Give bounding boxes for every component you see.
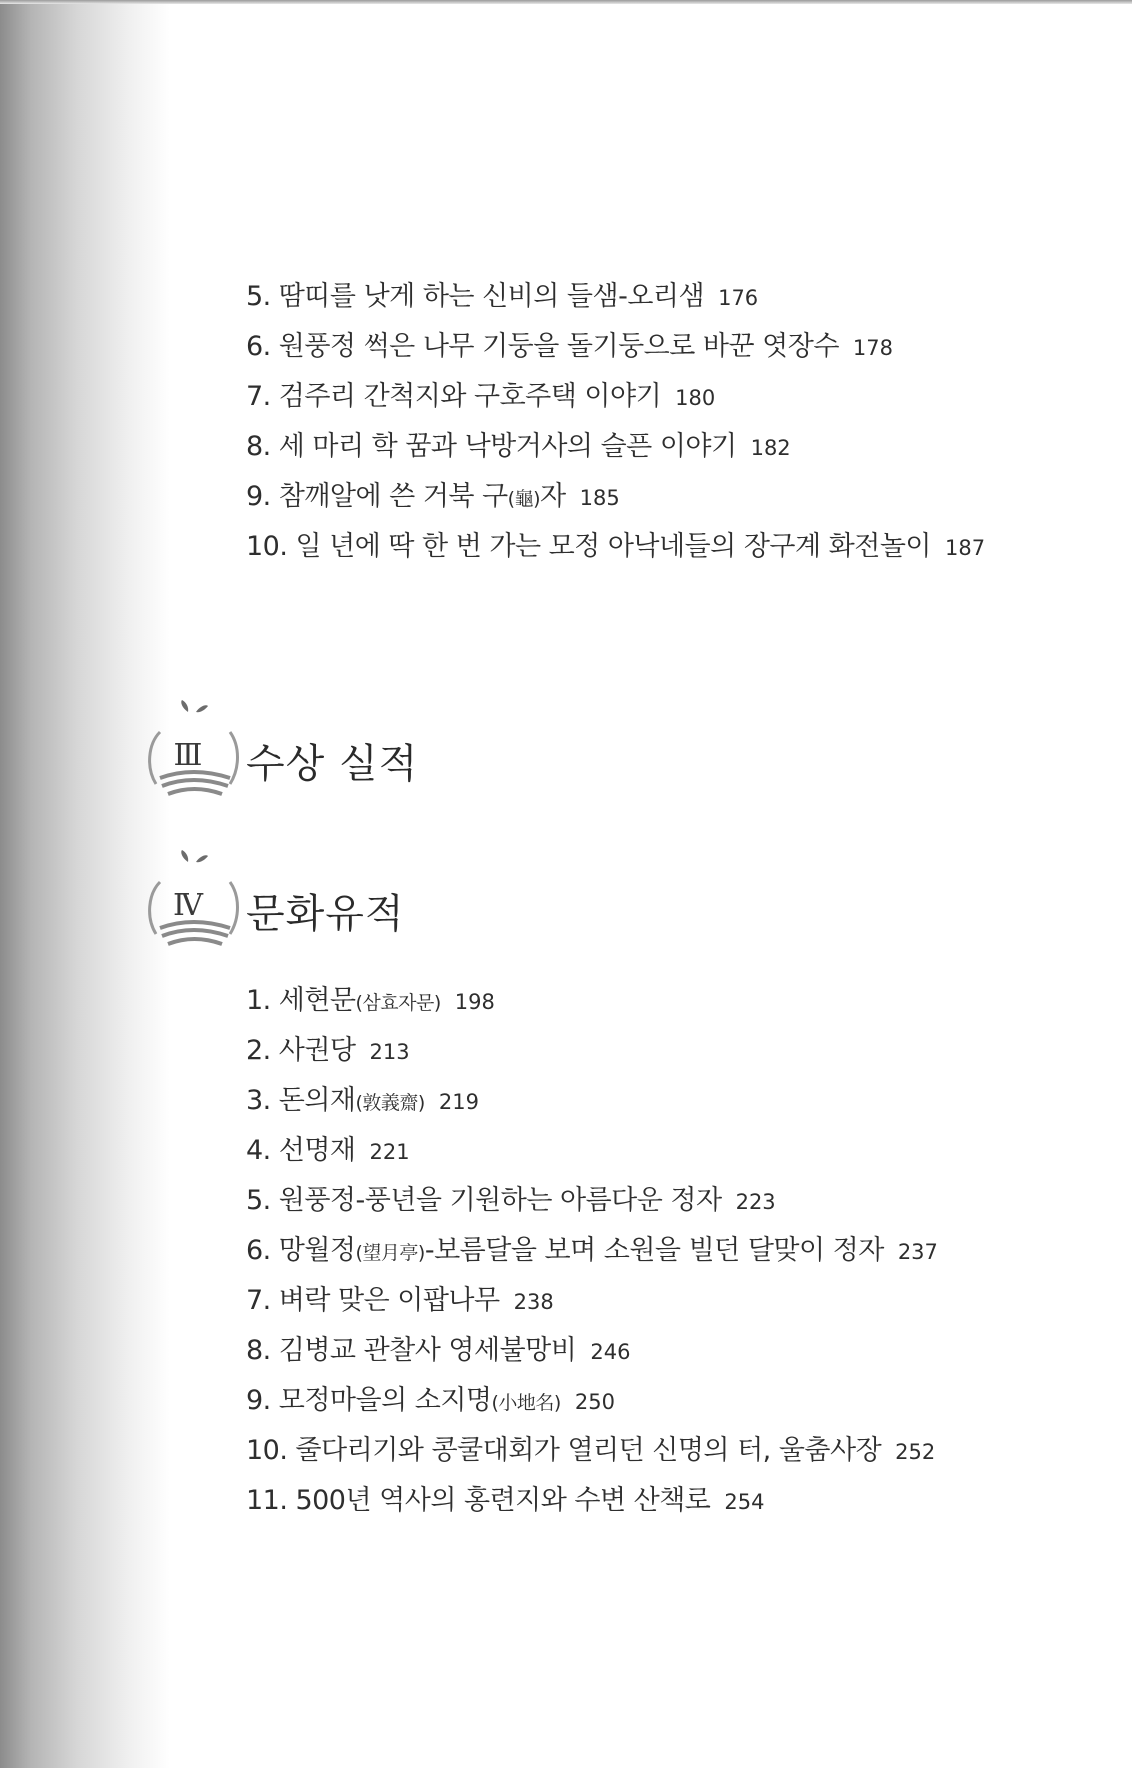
entry-title-suffix: 자: [540, 481, 566, 512]
entry-number: 7.: [246, 1285, 271, 1316]
entry-number: 2.: [246, 1035, 271, 1066]
entry-page: 221: [369, 1140, 410, 1164]
entry-page: 176: [718, 286, 759, 310]
entry-page: 238: [513, 1290, 554, 1314]
entry-number: 8.: [246, 431, 271, 462]
entry-number: 10.: [246, 1435, 288, 1466]
entry-page: 246: [590, 1340, 631, 1364]
entry-number: 5.: [246, 1185, 271, 1216]
entry-page: 213: [369, 1040, 410, 1064]
entry-number: 6.: [246, 1235, 271, 1266]
entry-number: 6.: [246, 331, 271, 362]
entry-number: 11.: [246, 1485, 288, 1516]
entry-title: 500년 역사의 홍련지와 수변 산책로: [295, 1485, 711, 1516]
entry-title: 줄다리기와 콩쿨대회가 열리던 신명의 터, 울춤사장: [295, 1435, 882, 1466]
entry-page: 178: [852, 336, 893, 360]
toc-entry[interactable]: [246, 472, 985, 522]
entry-subtitle: (敦義齋): [355, 1092, 425, 1114]
toc-entry[interactable]: [246, 1076, 938, 1126]
entry-page: 219: [438, 1090, 479, 1114]
entry-number: 4.: [246, 1135, 271, 1166]
toc-entry[interactable]: [246, 522, 985, 572]
entry-title: 벼락 맞은 이팝나무: [278, 1285, 500, 1316]
section-title: 문화유적: [246, 891, 405, 937]
section-heading-4[interactable]: [138, 850, 738, 960]
entry-page: 223: [735, 1190, 776, 1214]
toc-entry[interactable]: [246, 372, 985, 422]
entry-page: 250: [574, 1390, 615, 1414]
entry-title: 땀띠를 낫게 하는 신비의 들샘-오리샘: [278, 281, 705, 312]
toc-entry[interactable]: [246, 1226, 938, 1276]
entry-number: 1.: [246, 985, 271, 1016]
entry-page: 254: [724, 1490, 765, 1514]
entry-page: 198: [454, 990, 495, 1014]
toc-list-bottom: [246, 976, 938, 1526]
toc-entry[interactable]: [246, 1026, 938, 1076]
toc-list-top: [246, 272, 985, 572]
toc-entry[interactable]: [246, 976, 938, 1026]
entry-title: 선명재: [278, 1135, 356, 1166]
entry-subtitle: (龜): [507, 488, 540, 510]
section-heading-3[interactable]: [138, 700, 738, 810]
entry-title: 세 마리 학 꿈과 낙방거사의 슬픈 이야기: [278, 431, 737, 462]
entry-number: 8.: [246, 1335, 271, 1366]
toc-entry[interactable]: [246, 1476, 938, 1526]
section-numeral: Ⅲ: [173, 738, 203, 773]
entry-page: 182: [750, 436, 791, 460]
entry-page: 237: [897, 1240, 938, 1264]
entry-number: 9.: [246, 1385, 271, 1416]
entry-title: 원풍정-풍년을 기원하는 아름다운 정자: [278, 1185, 722, 1216]
toc-entry[interactable]: [246, 1176, 938, 1226]
entry-number: 3.: [246, 1085, 271, 1116]
page-top-edge: [0, 0, 1132, 4]
entry-page: 187: [945, 536, 986, 560]
entry-subtitle: (小地名): [491, 1392, 561, 1414]
toc-entry[interactable]: [246, 1276, 938, 1326]
toc-entry[interactable]: [246, 1376, 938, 1426]
entry-number: 10.: [246, 531, 288, 562]
entry-title: 망월정: [278, 1235, 356, 1266]
entry-title: 일 년에 딱 한 번 가는 모정 아낙네들의 장구계 화전놀이: [295, 531, 931, 562]
entry-title: 돈의재: [278, 1085, 356, 1116]
entry-number: 7.: [246, 381, 271, 412]
entry-title: 참깨알에 쓴 거북 구: [278, 481, 508, 512]
entry-title: 검주리 간척지와 구호주택 이야기: [278, 381, 662, 412]
section-numeral: Ⅳ: [173, 888, 203, 923]
entry-page: 185: [579, 486, 620, 510]
entry-number: 9.: [246, 481, 271, 512]
toc-entry[interactable]: [246, 1426, 938, 1476]
entry-title: 원풍정 썩은 나무 기둥을 돌기둥으로 바꾼 엿장수: [278, 331, 839, 362]
entry-title: 사권당: [278, 1035, 356, 1066]
toc-entry[interactable]: [246, 272, 985, 322]
entry-title: 김병교 관찰사 영세불망비: [278, 1335, 577, 1366]
entry-number: 5.: [246, 281, 271, 312]
entry-subtitle: (삼효자문): [355, 992, 441, 1014]
entry-page: 180: [675, 386, 716, 410]
toc-entry[interactable]: [246, 422, 985, 472]
entry-title-suffix: -보름달을 보며 소원을 빌던 달맞이 정자: [424, 1235, 884, 1266]
toc-entry[interactable]: [246, 322, 985, 372]
toc-entry[interactable]: [246, 1326, 938, 1376]
entry-title: 세현문: [278, 985, 356, 1016]
toc-entry[interactable]: [246, 1126, 938, 1176]
entry-page: 252: [895, 1440, 936, 1464]
section-title: 수상 실적: [246, 741, 419, 787]
entry-title: 모정마을의 소지명: [278, 1385, 492, 1416]
entry-subtitle: (望月亭): [355, 1242, 425, 1264]
